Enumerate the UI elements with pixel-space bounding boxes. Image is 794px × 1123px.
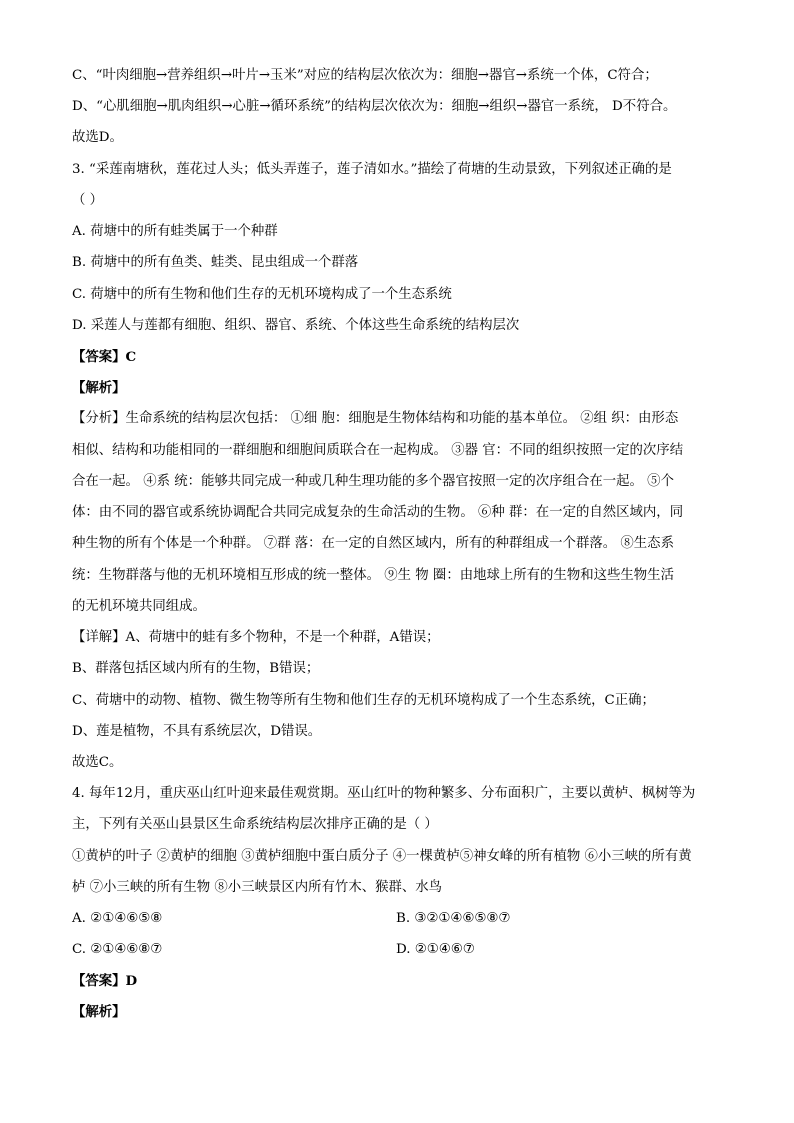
option-b: B. 荷塘中的所有鱼类、蛙类、昆虫组成一个群落: [72, 255, 359, 270]
text-line: 故选D。: [72, 130, 123, 145]
analysis-text: 相似、结构和功能相同的一群细胞和细胞间质联合在一起构成。 ③器 官：不同的组织按照一定的次序结: [72, 443, 684, 458]
q4-option-a: A. ②①④⑥⑤⑧: [72, 911, 163, 926]
detail-text: C、荷塘中的动物、植物、微生物等所有生物和他们生存的无机环境构成了一个生态系统，C正确；: [72, 693, 655, 708]
question-3-blank: （ ）: [72, 193, 104, 208]
analysis-label: 【解析】: [72, 1004, 126, 1020]
analysis-text: 体：由不同的器官或系统协调配合共同完成复杂的生命活动的生物。 ⑥种 群：在一定的自然区域内，同: [72, 505, 684, 520]
question-4-stem: 4. 每年12月，重庆巫山红叶迎来最佳观赏期。巫山红叶的物种繁多、分布面积广，主要以黄栌、枫树等为: [72, 786, 696, 801]
q4-option-b: B. ③②①④⑥⑤⑧⑦: [396, 911, 511, 926]
option-c: C. 荷塘中的所有生物和他们生存的无机环境构成了一个生态系统: [72, 287, 452, 302]
q4-option-d: D. ②①④⑥⑦: [396, 942, 475, 957]
analysis-text: 【分析】生命系统的结构层次包括： ①细 胞：细胞是生物体结构和功能的基本单位。 ②组 织：由形态: [72, 411, 679, 426]
analysis-label: 【解析】: [72, 380, 126, 396]
analysis-text: 统：生物群落与他的无机环境相互形成的统一整体。 ⑨生 物 圈：由地球上所有的生物和这些生物生活: [72, 568, 674, 583]
text-line: C、“叶肉细胞→营养组织→叶片→玉米”对应的结构层次依次为：细胞→器官→系统一个体，C符合；: [72, 68, 658, 83]
text-line: 故选C。: [72, 755, 123, 770]
q4-option-c: C. ②①④⑥⑧⑦: [72, 942, 163, 957]
question-4-items: 栌 ⑦小三峡的所有生物 ⑧小三峡景区内所有竹木、猴群、水鸟: [72, 880, 443, 895]
analysis-text: 种生物的所有个体是一个种群。 ⑦群 落：在一定的自然区域内，所有的种群组成一个群落。 ⑧生态系: [72, 536, 674, 551]
question-4-items: ①黄栌的叶子 ②黄栌的细胞 ③黄栌细胞中蛋白质分子 ④一棵黄栌⑤神女峰的所有植物 ⑥小三峡的所有黄: [72, 849, 692, 864]
answer-label: 【答案】D: [72, 973, 138, 989]
question-3-stem: 3. “采莲南塘秋，莲花过人头；低头弄莲子，莲子清如水。”描绘了荷塘的生动景致，下列叙述正确的是: [72, 162, 672, 177]
option-a: A. 荷塘中的所有蛙类属于一个种群: [72, 224, 278, 239]
text-line: D、“心肌细胞→肌肉组织→心脏→循环系统”的结构层次依次为：细胞→组织→器官一系统， D不符合。: [72, 99, 677, 114]
detail-text: 【详解】A、荷塘中的蛙有多个物种，不是一个种群，A错误；: [72, 630, 440, 645]
answer-label: 【答案】C: [72, 349, 137, 365]
detail-text: B、群落包括区域内所有的生物，B错误；: [72, 661, 320, 676]
analysis-text: 合在一起。 ④系 统：能够共同完成一种或几种生理功能的多个器官按照一定的次序组合在一起。 ⑤个: [72, 474, 674, 489]
option-d: D. 采莲人与莲都有细胞、组织、器官、系统、个体这些生命系统的结构层次: [72, 318, 520, 333]
question-4-stem: 主，下列有关巫山县景区生命系统结构层次排序正确的是（ ）: [72, 817, 438, 832]
detail-text: D、莲是植物，不具有系统层次，D错误。: [72, 724, 322, 739]
analysis-text: 的无机环境共同组成。: [72, 599, 206, 614]
